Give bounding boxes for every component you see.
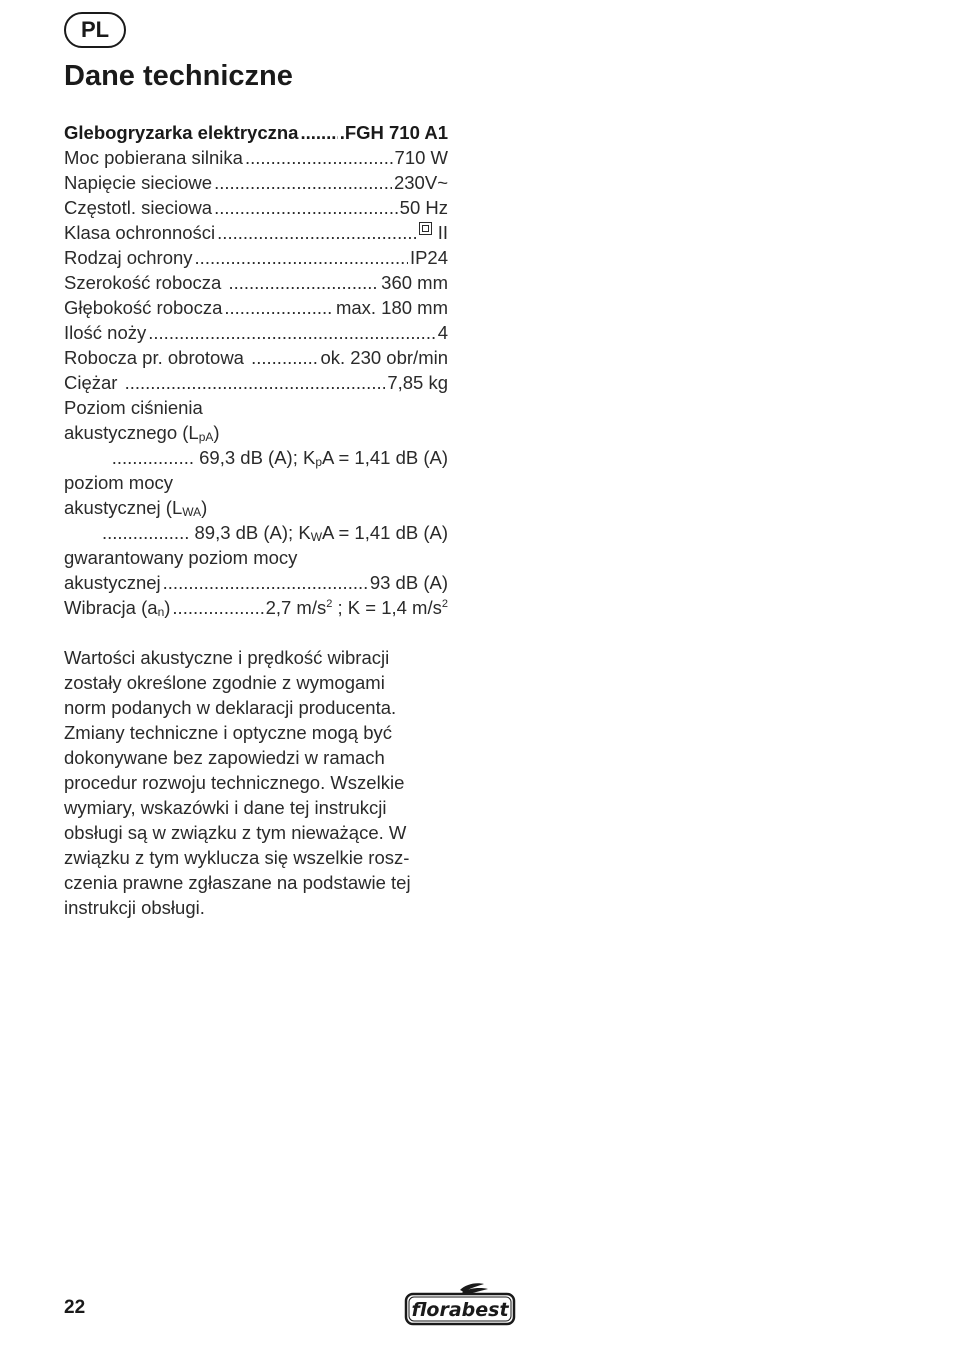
dot-leader [163, 570, 368, 595]
spec-label: Ilość noży [64, 322, 147, 343]
protection-class-ii-icon [419, 222, 432, 235]
dot-leader [251, 345, 318, 370]
florabest-logo-icon [404, 1282, 516, 1328]
sound-pressure-heading: Poziom ciśnienia [64, 397, 203, 418]
svg-text:florabest: florabest [411, 1299, 509, 1321]
dot-leader [125, 370, 386, 395]
vibration-row [64, 595, 448, 620]
spec-label: Robocza pr. obrotowa [64, 347, 250, 368]
spec-row [64, 295, 448, 320]
vibration-value-a: 2,7 m/s [265, 597, 327, 618]
sound-power-heading: poziom mocy [64, 472, 173, 493]
spec-row [64, 145, 448, 170]
guaranteed-heading: gwarantowany poziom mocy [64, 547, 298, 568]
spec-value: IP24 [409, 247, 448, 268]
page-number: 22 [64, 1297, 86, 1318]
spec-label: Rodzaj ochrony [64, 247, 193, 268]
sound-pressure-label [64, 420, 448, 445]
dot-leader [217, 220, 417, 245]
vibration-label-text: Wibracja (a [64, 597, 158, 618]
spec-label: Moc pobierana silnika [64, 147, 243, 168]
sound-pressure-k-value: A = 1,41 dB (A) [322, 447, 448, 468]
vibration-sup-a: 2 [326, 598, 333, 610]
vibration-value-k: ; K = 1,4 m/s [332, 597, 442, 618]
spec-value: 50 Hz [399, 197, 448, 218]
sound-pressure-label-text: akustycznego (L [64, 422, 199, 443]
spec-value: max. 180 mm [335, 297, 448, 318]
sound-power-value [64, 520, 448, 545]
dot-leader [245, 145, 393, 170]
sound-pressure-subscript: pA [198, 430, 214, 444]
dot-leader [195, 245, 408, 270]
spec-label: Głębokość robocza [64, 297, 223, 318]
spec-row [64, 170, 448, 195]
spec-label: Szerokość robocza [64, 272, 227, 293]
language-badge: PL [64, 12, 126, 48]
spec-row [64, 370, 448, 395]
sound-power-subscript: WA [182, 505, 202, 519]
vibration-label [64, 595, 170, 620]
dot-leader [172, 595, 263, 620]
spec-row [64, 220, 448, 245]
sound-pressure-value [64, 445, 448, 470]
vibration-sup-k: 2 [441, 598, 448, 610]
spec-row [64, 345, 448, 370]
spec-label: Klasa ochronności [64, 222, 216, 243]
vibration-subscript: n [157, 605, 165, 619]
sound-power-label-close: ) [201, 497, 208, 518]
vibration-value [266, 595, 448, 620]
sound-power-k-value: A = 1,41 dB (A) [322, 522, 448, 543]
disclaimer-paragraph: Wartości akustyczne i prędkość wibracji zostały określone zgodnie z wymogami norm podanych w deklaracji producenta. Zmiany techniczne i optyczne mogą być dokonywane bez zapowiedzi w ramach procedur rozwoju technicznego. Wszelkie wymiary, wskazówki i dane tej instrukcji obsługi są w związku z tym nieważące. W związku z tym wyklucza się wszelkie rosz- czenia prawne zgłaszane na podstawie tej instrukcji obsługi. [64, 647, 411, 918]
sound-power-label-text: akustycznej (L [64, 497, 183, 518]
page-title: Dane techniczne [64, 60, 293, 92]
spec-value: 710 W [394, 147, 448, 168]
dot-leader [214, 195, 398, 220]
sound-power-value-text: ................. 89,3 dB (A); K [101, 522, 311, 543]
vibration-label-close: ) [164, 597, 171, 618]
guaranteed-value: 93 dB (A) [369, 572, 448, 593]
sound-pressure-k-subscript: p [315, 455, 323, 469]
spec-row [64, 245, 448, 270]
spec-value: 230V~ [393, 172, 448, 193]
spec-model-value: .FGH 710 A1 [339, 122, 448, 143]
spec-list [64, 120, 448, 620]
spec-row [64, 320, 448, 345]
spec-value [419, 220, 448, 245]
guaranteed-label: akustycznej [64, 572, 161, 593]
sound-power-k-subscript: W [310, 530, 323, 544]
spec-value: ok. 230 obr/min [320, 347, 448, 368]
spec-value: 7,85 kg [387, 372, 448, 393]
spec-label: Ciężar [64, 372, 123, 393]
sound-pressure-label-close: ) [213, 422, 220, 443]
sound-power-label [64, 495, 448, 520]
spec-value-text: II [437, 222, 448, 243]
dot-leader [148, 320, 435, 345]
spec-label: Częstotl. sieciowa [64, 197, 213, 218]
spec-value: 360 mm [381, 272, 448, 293]
florabest-logo [404, 1282, 516, 1333]
dot-leader [224, 295, 334, 320]
spec-row [64, 270, 448, 295]
spec-value: 4 [437, 322, 448, 343]
spec-row [64, 195, 448, 220]
guaranteed-row [64, 570, 448, 595]
spec-model-label: Glebogryzarka elektryczna [64, 122, 299, 143]
spec-label: Napięcie sieciowe [64, 172, 213, 193]
dot-leader [228, 270, 379, 295]
spec-model-gap [300, 120, 337, 145]
sound-pressure-value-text: ................ 69,3 dB (A); K [111, 447, 316, 468]
dot-leader [214, 170, 392, 195]
spec-model-row [64, 120, 448, 145]
